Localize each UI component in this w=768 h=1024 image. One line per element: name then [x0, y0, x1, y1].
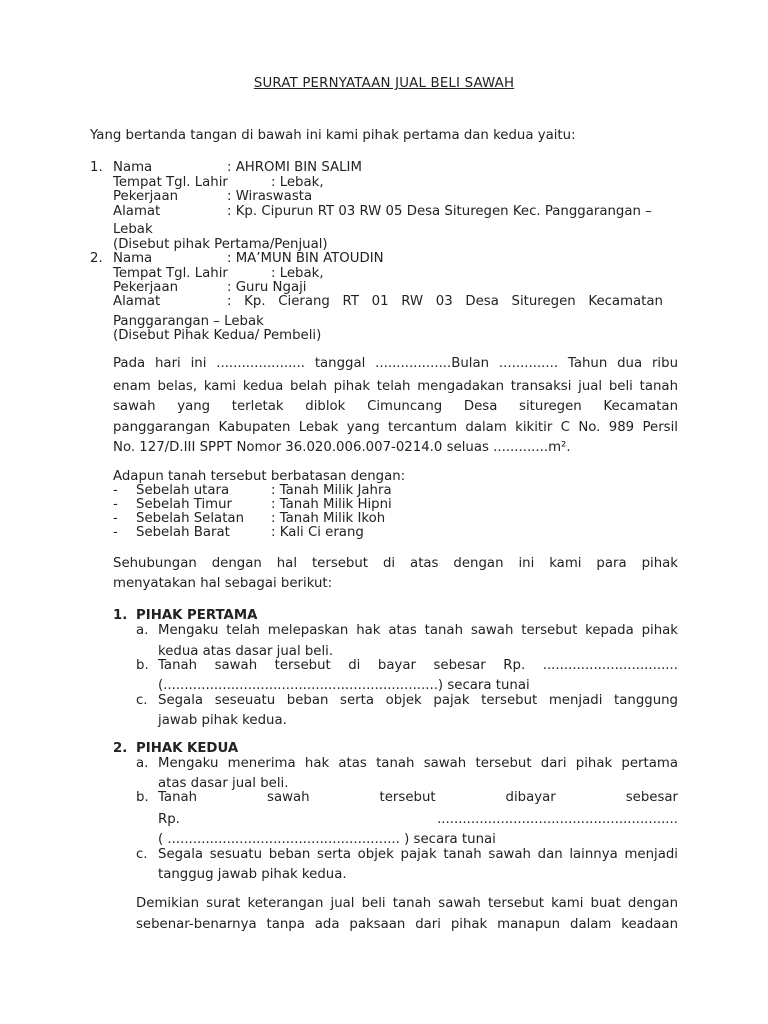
item-text: Tanah sawah tersebut di bayar sebesar Rp. ................................ — [158, 658, 678, 673]
item-marker: a. — [136, 756, 149, 771]
border-value: : Kali Ci erang — [271, 525, 364, 540]
party-one-job-label: Pekerjaan — [113, 189, 179, 204]
party-one-number: 1. — [90, 160, 103, 175]
closing-line: Demikian surat keterangan jual beli tanah sawah tersebut kami buat dengan — [136, 896, 678, 911]
border-label: Sebelah utara — [136, 483, 230, 498]
item-text: Mengaku menerima hak atas tanah sawah tersebut dari pihak pertama — [158, 756, 678, 771]
border-label: Sebelah Timur — [136, 497, 232, 512]
border-bullet: - — [113, 525, 118, 540]
border-value: : Tanah Milik Jahra — [271, 483, 392, 498]
party-two-name-label: Nama — [113, 251, 153, 266]
party-one-job-value: : Wiraswasta — [227, 189, 313, 204]
item-text: Segala seseuatu beban serta objek pajak tersebut menjadi tanggung — [158, 693, 678, 708]
party-one-birth-label: Tempat Tgl. Lahir — [113, 175, 228, 190]
item-text: kedua atas dasar jual beli. — [158, 644, 334, 659]
border-value: : Tanah Milik Hipni — [271, 497, 392, 512]
document-title: SURAT PERNYATAAN JUAL BELI SAWAH — [253, 76, 515, 91]
border-label: Sebelah Selatan — [136, 511, 244, 526]
section-one-number: 1. — [113, 608, 128, 623]
transaction-line: No. 127/D.III SPPT Nomor 36.020.006.007-0214.0 seluas .............m². — [113, 440, 571, 455]
party-one-address-value: : Kp. Cipurun RT 03 RW 05 Desa Situregen Kec. Panggarangan – — [227, 204, 652, 219]
item-text: Rp. ......................................................... — [158, 812, 678, 827]
section-one-heading: PIHAK PERTAMA — [136, 608, 258, 623]
intro-text: Yang bertanda tangan di bawah ini kami pihak pertama dan kedua yaitu: — [90, 128, 576, 143]
border-value: : Tanah Milik Ikoh — [271, 511, 386, 526]
party-two-number: 2. — [90, 251, 103, 266]
border-bullet: - — [113, 497, 118, 512]
party-two-job-label: Pekerjaan — [113, 280, 179, 295]
borders-intro: Adapun tanah tersebut berbatasan dengan: — [113, 469, 406, 484]
item-text: jawab pihak kedua. — [158, 713, 287, 728]
closing-line: sebenar-benarnya tanpa ada paksaan dari pihak manapun dalam keadaan — [136, 917, 678, 932]
item-marker: c. — [136, 847, 148, 862]
border-bullet: - — [113, 511, 118, 526]
item-text: Segala sesuatu beban serta objek pajak tanah sawah dan lainnya menjadi — [158, 847, 678, 862]
item-text: Tanah sawah tersebut dibayar sebesar — [158, 790, 678, 805]
item-marker: b. — [136, 790, 149, 805]
transaction-line: sawah yang terletak diblok Cimuncang Desa situregen Kecamatan — [113, 399, 678, 414]
item-text: Mengaku telah melepaskan hak atas tanah sawah tersebut kepada pihak — [158, 623, 678, 638]
party-one-role: (Disebut pihak Pertama/Penjual) — [113, 237, 328, 252]
connection-line: Sehubungan dengan hal tersebut di atas dengan ini kami para pihak — [113, 556, 678, 571]
item-text: ( ....................................................... ) secara tunai — [158, 832, 496, 847]
party-one-address-label: Alamat — [113, 204, 161, 219]
item-marker: b. — [136, 658, 149, 673]
border-label: Sebelah Barat — [136, 525, 230, 540]
party-two-name-value: : MA’MUN BIN ATOUDIN — [227, 251, 384, 266]
connection-line: menyatakan hal sebagai berikut: — [113, 576, 333, 591]
party-two-birth-value: : Lebak, — [271, 266, 324, 281]
transaction-line: Pada hari ini ..................... tanggal ..................Bulan .............. Tahun dua ribu — [113, 356, 678, 371]
party-two-birth-label: Tempat Tgl. Lahir — [113, 266, 228, 281]
party-two-address-label: Alamat — [113, 294, 161, 309]
party-two-address-cont: Panggarangan – Lebak — [113, 314, 264, 329]
party-two-role: (Disebut Pihak Kedua/ Pembeli) — [113, 328, 322, 343]
party-two-address-value: : Kp. Cierang RT 01 RW 03 Desa Situregen Kecamatan — [227, 294, 663, 309]
transaction-line: enam belas, kami kedua belah pihak telah mengadakan transaksi jual beli tanah — [113, 379, 678, 394]
party-one-name-value: : AHROMI BIN SALIM — [227, 160, 362, 175]
item-text: (.................................................................) secara tunai — [158, 678, 530, 693]
section-two-number: 2. — [113, 741, 128, 756]
border-bullet: - — [113, 483, 118, 498]
section-two-heading: PIHAK KEDUA — [136, 741, 239, 756]
transaction-line: panggarangan Kabupaten Lebak yang tercantum dalam kikitir C No. 989 Persil — [113, 420, 678, 435]
item-marker: a. — [136, 623, 149, 638]
party-two-job-value: : Guru Ngaji — [227, 280, 307, 295]
party-one-birth-value: : Lebak, — [271, 175, 324, 190]
party-one-address-cont: Lebak — [113, 222, 153, 237]
party-one-name-label: Nama — [113, 160, 153, 175]
item-text: atas dasar jual beli. — [158, 776, 289, 791]
item-text: tanggug jawab pihak kedua. — [158, 867, 347, 882]
item-marker: c. — [136, 693, 148, 708]
